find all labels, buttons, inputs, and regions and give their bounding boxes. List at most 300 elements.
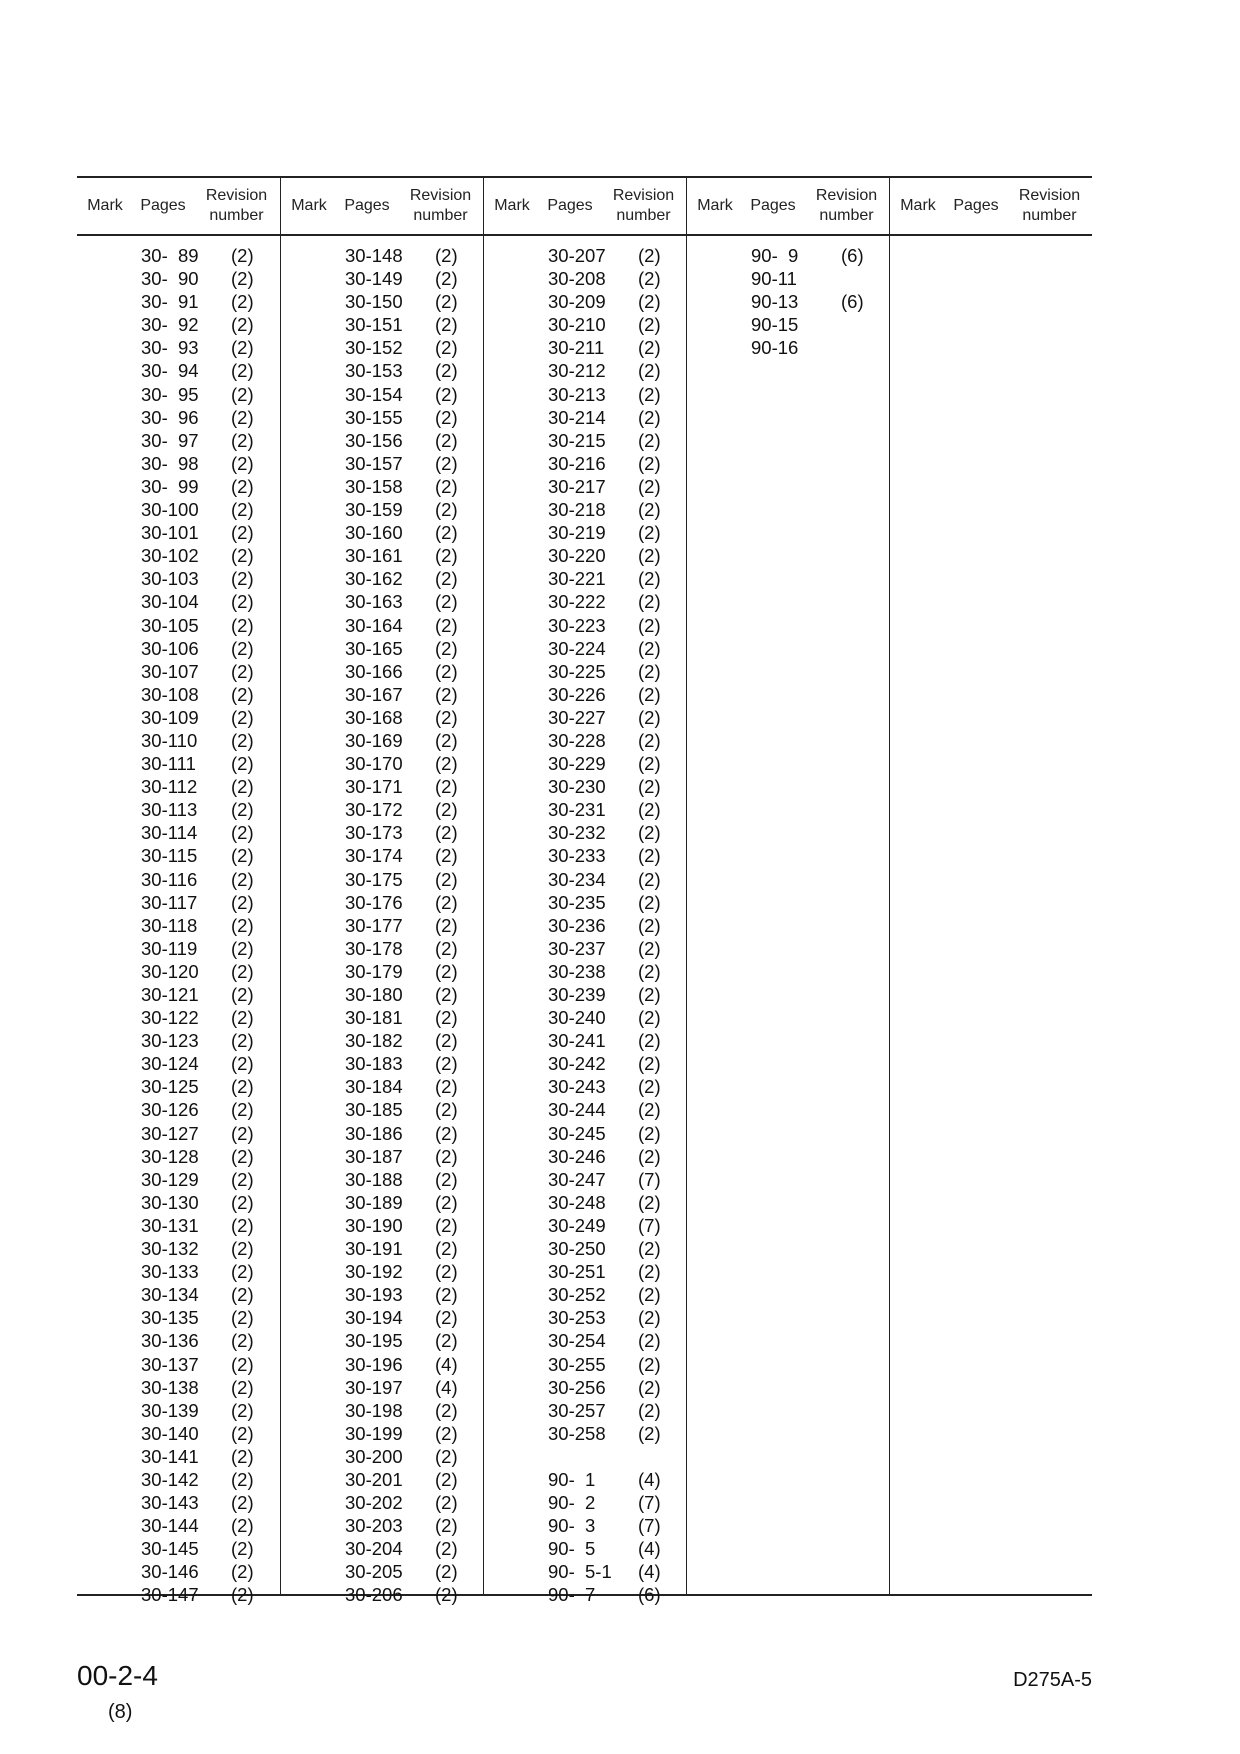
revision-number: (2) (231, 291, 254, 313)
table-row (281, 1583, 483, 1606)
revision-number: (2) (435, 291, 458, 313)
revision-number: (2) (435, 1445, 458, 1467)
page-number: 90- 5 (548, 1538, 596, 1560)
revision-number: (2) (435, 1515, 458, 1537)
column-group (483, 236, 686, 1606)
table-row (484, 637, 686, 660)
page-number: 30-157 (345, 452, 403, 474)
revision-number: (4) (435, 1353, 458, 1375)
revision-number: (2) (231, 591, 254, 613)
page-number: 30-169 (345, 729, 403, 751)
table-row (484, 567, 686, 590)
table-row (77, 1191, 280, 1214)
page-number: 30-244 (548, 1099, 606, 1121)
page-number: 30- 95 (141, 383, 199, 405)
revision-number: (2) (435, 545, 458, 567)
revision-number: (2) (435, 753, 458, 775)
table-row (77, 798, 280, 821)
page-number: 30- 92 (141, 314, 199, 336)
revision-number: (2) (435, 960, 458, 982)
column-group (280, 236, 483, 1606)
table-row (77, 359, 280, 382)
page-number: 30-166 (345, 660, 403, 682)
revision-number: (2) (231, 1214, 254, 1236)
table-row (484, 937, 686, 960)
page-number: 30-200 (345, 1445, 403, 1467)
table-row (484, 1122, 686, 1145)
table-row (484, 521, 686, 544)
revision-number: (2) (231, 1145, 254, 1167)
page-number: 90- 2 (548, 1492, 596, 1514)
page-revision: (8) (108, 1701, 133, 1723)
table-row (281, 590, 483, 613)
page-number: 30-246 (548, 1145, 606, 1167)
page-number: 30-146 (141, 1561, 199, 1583)
table-row (281, 1468, 483, 1491)
revision-number: (2) (231, 891, 254, 913)
table-row (77, 336, 280, 359)
page-number: 30-236 (548, 914, 606, 936)
revision-number: (4) (638, 1468, 661, 1490)
table-row (77, 614, 280, 637)
page-number: 30-250 (548, 1238, 606, 1260)
revision-number: (2) (231, 1191, 254, 1213)
revision-number: (2) (435, 1330, 458, 1352)
table-row (281, 637, 483, 660)
revision-number: (2) (231, 1468, 254, 1490)
revision-number: (2) (231, 822, 254, 844)
page-number: 30-252 (548, 1284, 606, 1306)
revision-number: (2) (231, 1376, 254, 1398)
revision-number: (2) (231, 429, 254, 451)
page-number: 30-238 (548, 960, 606, 982)
table-row (77, 1583, 280, 1606)
revision-number: (2) (435, 429, 458, 451)
page-number: 30-126 (141, 1099, 199, 1121)
revision-number: (2) (435, 1076, 458, 1098)
page-number: 30-221 (548, 568, 606, 590)
page-number: 30- 97 (141, 429, 199, 451)
table-row (281, 614, 483, 637)
revision-number: (2) (231, 1561, 254, 1583)
revision-number: (2) (638, 937, 661, 959)
page-number: 30-155 (345, 406, 403, 428)
revision-number: (2) (231, 1030, 254, 1052)
page-number: 30-159 (345, 499, 403, 521)
page-number: 30-224 (548, 637, 606, 659)
page-number: 30-235 (548, 891, 606, 913)
page-number: 30-110 (141, 729, 198, 751)
page-number: 30-186 (345, 1122, 403, 1144)
table-row (77, 544, 280, 567)
table-row (687, 267, 889, 290)
revision-number: (2) (435, 776, 458, 798)
table-row (484, 1376, 686, 1399)
revision-number: (2) (638, 1007, 661, 1029)
header-mark: Mark (291, 197, 327, 214)
table-row (484, 1468, 686, 1491)
table-row (77, 1376, 280, 1399)
table-row (281, 267, 483, 290)
page-number: 30-240 (548, 1007, 606, 1029)
page-number: 30-231 (548, 799, 606, 821)
header-pages: Pages (547, 197, 593, 214)
table-row (484, 244, 686, 267)
table-row (281, 1399, 483, 1422)
revision-number: (2) (638, 1053, 661, 1075)
page-number: 30- 96 (141, 406, 199, 428)
table-row (77, 1468, 280, 1491)
page-number: 30-162 (345, 568, 403, 590)
page-number: 30-233 (548, 845, 606, 867)
page-number: 30-256 (548, 1376, 606, 1398)
revision-number: (2) (231, 406, 254, 428)
revision-number: (2) (435, 937, 458, 959)
table-row (281, 429, 483, 452)
table-row (77, 844, 280, 867)
revision-number: (2) (231, 1099, 254, 1121)
page-number: 30-158 (345, 475, 403, 497)
table-row (77, 1006, 280, 1029)
page-number: 30-103 (141, 568, 199, 590)
table-row (484, 1214, 686, 1237)
page-number: 30-254 (548, 1330, 606, 1352)
revision-number: (2) (435, 383, 458, 405)
table-row (281, 1075, 483, 1098)
table-row (281, 775, 483, 798)
revision-number: (2) (435, 522, 458, 544)
revision-number: (2) (638, 822, 661, 844)
revision-number: (2) (231, 937, 254, 959)
revision-number: (2) (435, 799, 458, 821)
table-row (281, 244, 483, 267)
page-number: 90-11 (751, 268, 797, 290)
page-number: 30-130 (141, 1191, 199, 1213)
table-row (484, 1260, 686, 1283)
revision-number: (2) (435, 637, 458, 659)
revision-number: (2) (435, 1214, 458, 1236)
table-row (281, 1353, 483, 1376)
table-row (77, 567, 280, 590)
revision-number: (2) (231, 475, 254, 497)
page-number: 30-230 (548, 776, 606, 798)
page-number: 30-185 (345, 1099, 403, 1121)
page-number: 30-218 (548, 499, 606, 521)
table-row (484, 1445, 686, 1468)
revision-number: (2) (638, 1353, 661, 1375)
page-number: 30-120 (141, 960, 199, 982)
table-row (484, 706, 686, 729)
revision-number: (2) (231, 776, 254, 798)
page-number: 30-251 (548, 1261, 606, 1283)
table-row (484, 960, 686, 983)
table-row (77, 1075, 280, 1098)
revision-number: (2) (231, 868, 254, 890)
column-group (889, 236, 1092, 1594)
revision-number: (2) (638, 1076, 661, 1098)
revision-number: (2) (435, 499, 458, 521)
table-row (281, 1560, 483, 1583)
page-number: 30-215 (548, 429, 606, 451)
table-row (281, 1283, 483, 1306)
revision-number: (2) (638, 545, 661, 567)
page-number: 30-202 (345, 1492, 403, 1514)
revision-number: (2) (638, 1399, 661, 1421)
revision-number: (2) (435, 822, 458, 844)
revision-number: (2) (231, 1053, 254, 1075)
table-row (484, 383, 686, 406)
table-row (77, 1353, 280, 1376)
revision-number: (2) (231, 314, 254, 336)
page-number: 30-242 (548, 1053, 606, 1075)
page-number: 30- 90 (141, 268, 199, 290)
table-row (77, 1399, 280, 1422)
rows-3 (687, 244, 889, 359)
header-revision: Revision number (409, 187, 472, 224)
page-number: 30-207 (548, 245, 606, 266)
revision-number: (2) (435, 683, 458, 705)
page-number: 30-190 (345, 1214, 403, 1236)
revision-number: (6) (841, 291, 864, 313)
revision-number: (2) (231, 383, 254, 405)
column-group (77, 236, 280, 1606)
page-number: 30-138 (141, 1376, 199, 1398)
revision-number: (2) (638, 845, 661, 867)
page-number: 30-172 (345, 799, 403, 821)
revision-number: (2) (638, 799, 661, 821)
page-number: 90-15 (751, 314, 799, 336)
revision-number: (2) (638, 383, 661, 405)
page-number: 30-142 (141, 1468, 199, 1490)
page-number: 30-127 (141, 1122, 199, 1144)
rows-2 (484, 244, 686, 1607)
revision-number: (2) (435, 1261, 458, 1283)
table-row (77, 1537, 280, 1560)
page-number: 30-213 (548, 383, 606, 405)
revision-number: (2) (231, 637, 254, 659)
page-number: 30-258 (548, 1422, 606, 1444)
page-number: 30-163 (345, 591, 403, 613)
table-row (77, 521, 280, 544)
table-row (77, 1306, 280, 1329)
page-number: 30-134 (141, 1284, 199, 1306)
revision-number: (2) (231, 1261, 254, 1283)
revision-number: (2) (638, 637, 661, 659)
page-number: 30-210 (548, 314, 606, 336)
table-row (687, 290, 889, 313)
table-row (281, 383, 483, 406)
page-number: 30-124 (141, 1053, 199, 1075)
page-number: 30- 94 (141, 360, 199, 382)
table-row (281, 891, 483, 914)
page-number: 30-152 (345, 337, 403, 359)
table-row (484, 1537, 686, 1560)
page-number: 30-141 (141, 1445, 199, 1467)
page-number: 30-168 (345, 706, 403, 728)
page-number: 30- 98 (141, 452, 199, 474)
page-number: 30-194 (345, 1307, 403, 1329)
page-number: 30-237 (548, 937, 606, 959)
table-row (484, 1353, 686, 1376)
page-number: 30-199 (345, 1422, 403, 1444)
page-number: 30-249 (548, 1214, 606, 1236)
page-number: 30-173 (345, 822, 403, 844)
revision-number: (2) (231, 1538, 254, 1560)
table-row (77, 1145, 280, 1168)
revision-number: (2) (231, 1307, 254, 1329)
revision-number: (2) (231, 545, 254, 567)
header-mark: Mark (697, 197, 733, 214)
table-row (77, 313, 280, 336)
table-row (281, 821, 483, 844)
table-row (484, 1283, 686, 1306)
page-number: 30-226 (548, 683, 606, 705)
table-row (484, 452, 686, 475)
page-number: 30-160 (345, 522, 403, 544)
header-group (889, 178, 1092, 234)
table-row (77, 429, 280, 452)
revision-number: (2) (638, 568, 661, 590)
page-number: 30-232 (548, 822, 606, 844)
table-row (281, 1214, 483, 1237)
page-number: 30-253 (548, 1307, 606, 1329)
page-number: 30-122 (141, 1007, 199, 1029)
page-number: 30-179 (345, 960, 403, 982)
page-number: 30-180 (345, 984, 403, 1005)
revision-number: (2) (435, 729, 458, 751)
table-row (484, 775, 686, 798)
revision-number: (2) (231, 753, 254, 775)
revision-number: (2) (231, 337, 254, 359)
revision-number: (2) (638, 984, 661, 1005)
table-row (77, 1329, 280, 1352)
revision-number: (2) (231, 245, 254, 266)
page-number: 30-234 (548, 868, 606, 890)
page-number: 30-204 (345, 1538, 403, 1560)
page-number: 30-225 (548, 660, 606, 682)
table-row (484, 498, 686, 521)
table-row (77, 729, 280, 752)
revision-number: (2) (638, 314, 661, 336)
page-number: 30-118 (141, 914, 198, 936)
table-row (77, 637, 280, 660)
page-number: 30-201 (345, 1468, 403, 1490)
page-number: 30-191 (345, 1238, 403, 1260)
header-pages: Pages (344, 197, 390, 214)
table-row (281, 914, 483, 937)
revision-number: (2) (638, 1122, 661, 1144)
table-row (281, 1422, 483, 1445)
page-number: 30-140 (141, 1422, 199, 1444)
table-row (77, 1029, 280, 1052)
page-number: 30-167 (345, 683, 403, 705)
table-row (484, 683, 686, 706)
table-row (484, 1098, 686, 1121)
table-row (484, 1560, 686, 1583)
revision-number: (2) (231, 1007, 254, 1029)
page-number: 30-143 (141, 1492, 199, 1514)
table-row (77, 937, 280, 960)
table-row (484, 1168, 686, 1191)
revision-number: (2) (638, 268, 661, 290)
revision-number: (2) (435, 314, 458, 336)
page-number: 30-189 (345, 1191, 403, 1213)
page-number: 30-195 (345, 1330, 403, 1352)
table-row (281, 706, 483, 729)
page-number: 30-198 (345, 1399, 403, 1421)
table-row (281, 960, 483, 983)
header-pages: Pages (953, 197, 999, 214)
page-number: 30-125 (141, 1076, 199, 1098)
table-row (484, 290, 686, 313)
table-row (484, 336, 686, 359)
table-row (281, 1145, 483, 1168)
page-number: 90- 3 (548, 1515, 596, 1537)
page-number: 30-187 (345, 1145, 403, 1167)
page-number: 30-205 (345, 1561, 403, 1583)
table-row (281, 1306, 483, 1329)
table-row (484, 1491, 686, 1514)
page-number: 90- 9 (751, 245, 799, 266)
table-row (281, 1052, 483, 1075)
revision-number: (2) (231, 568, 254, 590)
revision-number: (2) (435, 1099, 458, 1121)
page-number: 30-119 (141, 937, 198, 959)
table-row (77, 498, 280, 521)
table-row (484, 1052, 686, 1075)
table-row (77, 1445, 280, 1468)
revision-number: (2) (435, 1007, 458, 1029)
revision-number: (7) (638, 1515, 661, 1537)
revision-number: (2) (231, 914, 254, 936)
table-row (484, 1237, 686, 1260)
revision-number: (2) (435, 1538, 458, 1560)
revision-number: (2) (231, 614, 254, 636)
revision-number: (2) (231, 1584, 254, 1606)
revision-number: (2) (638, 1099, 661, 1121)
table-row (77, 775, 280, 798)
revision-number: (2) (638, 1261, 661, 1283)
revision-number: (2) (638, 1191, 661, 1213)
page-number: 30-136 (141, 1330, 199, 1352)
revision-number: (2) (638, 1330, 661, 1352)
table-row (484, 1514, 686, 1537)
revision-number: (2) (638, 452, 661, 474)
table-row (77, 1283, 280, 1306)
revision-number: (2) (231, 1284, 254, 1306)
revision-number: (2) (638, 429, 661, 451)
header-revision: Revision number (612, 187, 675, 224)
revision-number: (2) (435, 891, 458, 913)
revision-number: (2) (638, 475, 661, 497)
page-number: 30-181 (345, 1007, 403, 1029)
page-number: 30-151 (345, 314, 403, 336)
page-number: 30-153 (345, 360, 403, 382)
table-row (77, 1260, 280, 1283)
revision-number: (2) (435, 245, 458, 266)
revision-number: (2) (638, 337, 661, 359)
table-row (281, 660, 483, 683)
page-number: 30-132 (141, 1238, 199, 1260)
revision-number: (2) (638, 591, 661, 613)
page-number: 30-106 (141, 637, 199, 659)
table-row (484, 1329, 686, 1352)
revision-number: (2) (435, 406, 458, 428)
page-number: 30-196 (345, 1353, 403, 1375)
table-row (484, 660, 686, 683)
revision-number: (2) (638, 776, 661, 798)
revision-number: (2) (231, 845, 254, 867)
